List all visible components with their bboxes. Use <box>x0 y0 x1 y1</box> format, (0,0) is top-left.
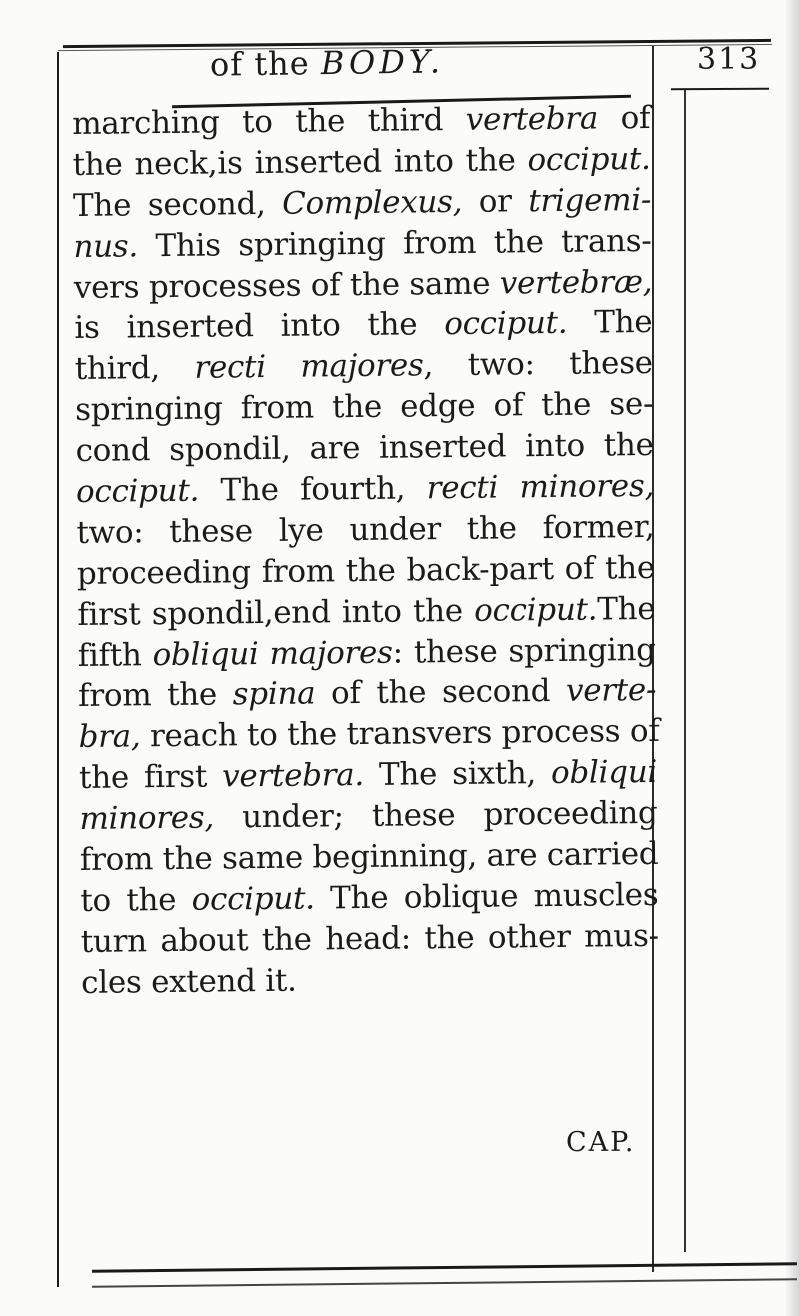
text-segment: of the second <box>315 673 567 712</box>
text-line <box>80 834 658 881</box>
italic-term: occiput. <box>75 472 200 510</box>
bottom-border-rule <box>92 1262 797 1272</box>
text-segment: the first <box>78 758 223 797</box>
text-line <box>73 221 651 268</box>
text-line <box>78 629 656 676</box>
text-line <box>72 139 650 186</box>
italic-term: vertebra <box>465 100 599 138</box>
running-head-prefix: of the <box>209 44 322 84</box>
running-head <box>210 42 445 83</box>
italic-term: obliqui majores <box>152 634 393 673</box>
italic-term: Complexus, <box>281 183 463 222</box>
italic-term: vertebra. <box>221 757 365 795</box>
text-segment: fifth <box>77 636 153 674</box>
text-line <box>77 548 655 595</box>
italic-term: minores, <box>79 799 215 838</box>
italic-term: obliqui <box>550 754 658 792</box>
text-line <box>78 711 660 758</box>
text-line <box>80 875 658 922</box>
text-segment: proceeding from the back-part of the <box>76 549 656 592</box>
text-line <box>81 957 659 1004</box>
text-segment: : these springing <box>392 631 656 671</box>
catchword: CAP. <box>566 1127 636 1158</box>
text-line <box>75 343 653 390</box>
italic-term: bra, <box>78 718 141 756</box>
text-segment: The <box>597 590 656 628</box>
text-segment: The sixth, <box>363 755 552 794</box>
text-segment: The <box>567 304 653 342</box>
text-line <box>75 425 653 472</box>
italic-term: spina <box>232 675 316 713</box>
text-segment: cles extend it. <box>81 962 297 1001</box>
text-segment: cond spondil, are inserted into the <box>75 427 654 470</box>
italic-term: trigemi- <box>528 181 652 220</box>
text-segment: two: these lye under the former, <box>76 508 655 551</box>
outer-margin-rule <box>684 90 686 1252</box>
italic-term: occiput. <box>191 880 315 918</box>
text-line <box>74 302 652 349</box>
text-segment: third, <box>74 350 195 388</box>
left-margin-rule <box>57 52 59 1287</box>
text-segment: is inserted into the <box>74 306 445 347</box>
running-head-emphasis: BODY. <box>320 42 445 83</box>
italic-term: recti minores, <box>426 467 655 507</box>
text-segment: to the <box>80 881 192 919</box>
italic-term: recti majores <box>194 347 424 387</box>
text-segment: or <box>462 183 529 220</box>
text-line <box>79 793 657 840</box>
text-segment: marching to the third <box>72 101 467 142</box>
text-segment: under; these proceeding <box>213 795 658 836</box>
italic-term: occiput. <box>444 305 568 343</box>
italic-term: occiput. <box>527 140 651 179</box>
text-segment: springing from the edge of the se- <box>75 386 654 429</box>
text-segment: first spondil,end into the <box>77 592 475 633</box>
text-segment: The second, <box>72 185 283 224</box>
text-line <box>76 507 654 554</box>
text-segment: of <box>597 99 651 137</box>
text-segment: reach to the transvers process of <box>140 713 660 755</box>
italic-term: verte- <box>565 672 657 710</box>
italic-term: occiput. <box>474 591 598 629</box>
text-segment: The oblique muscles <box>314 876 659 917</box>
text-segment: vers processes of the same <box>73 265 500 306</box>
text-segment: from the <box>78 676 233 715</box>
body-text <box>72 98 659 1004</box>
text-segment: from the same beginning, are carried <box>79 835 659 878</box>
text-line <box>73 180 651 227</box>
text-line <box>77 589 655 636</box>
text-line <box>81 916 659 963</box>
text-segment: turn about the head: the other mus- <box>80 917 659 960</box>
text-segment: The fourth, <box>198 470 427 509</box>
text-segment: This springing from the trans- <box>137 222 652 264</box>
page-number: 313 <box>697 42 761 77</box>
italic-term: nus. <box>73 227 139 265</box>
italic-term: vertebræ, <box>499 263 653 302</box>
bottom-border-rule-thin <box>92 1278 797 1287</box>
text-line <box>79 752 657 799</box>
text-segment: , two: these <box>423 345 653 384</box>
text-line <box>75 384 653 431</box>
text-line <box>74 262 652 309</box>
text-line <box>76 466 654 513</box>
page-edge-shadow <box>786 0 800 1316</box>
text-line <box>72 98 650 145</box>
text-segment: the neck,is inserted into the <box>72 142 528 183</box>
text-line <box>78 670 656 717</box>
